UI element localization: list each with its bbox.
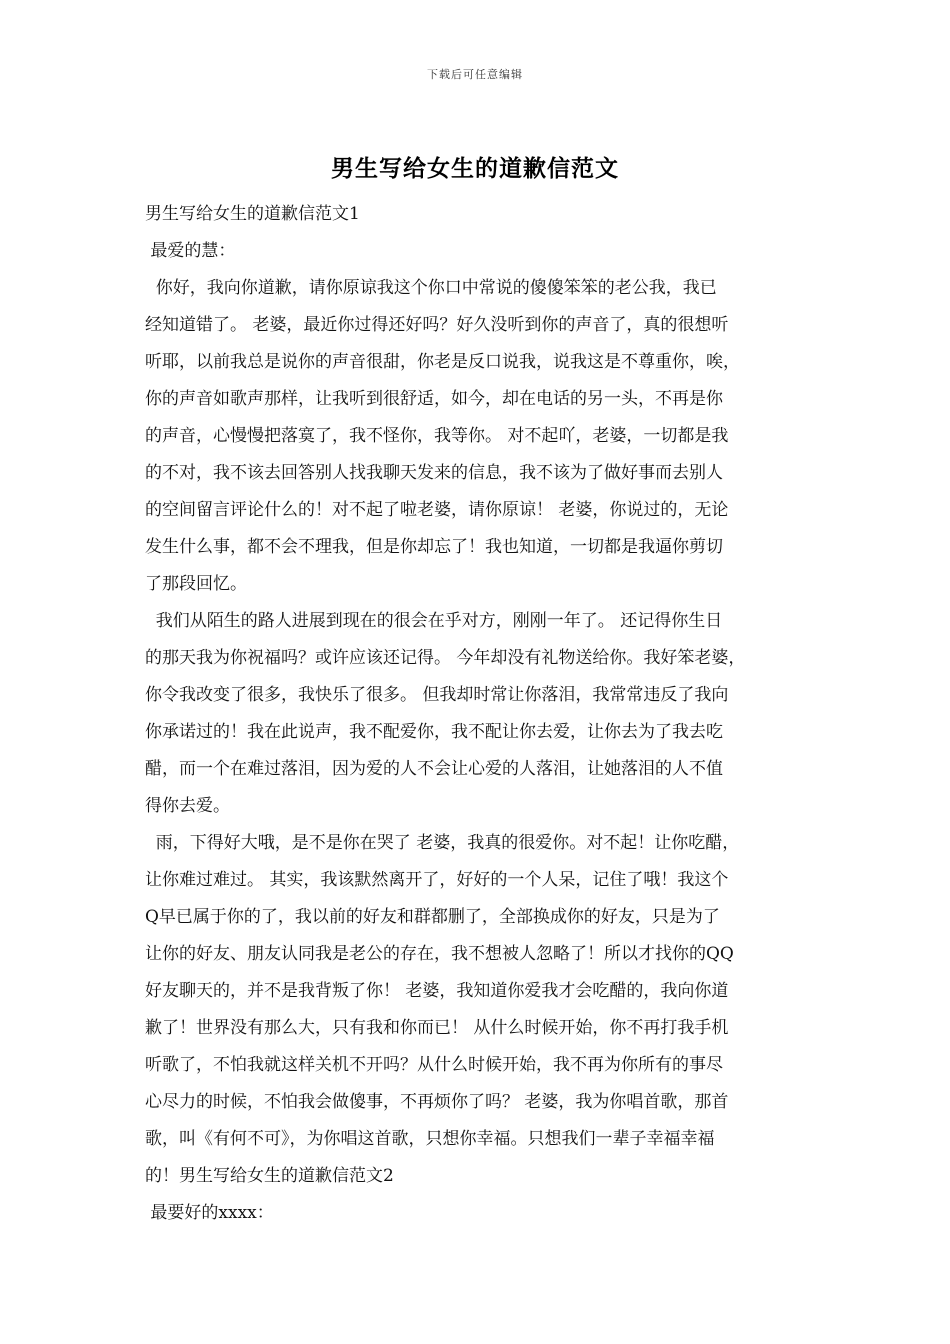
body-line: 的！男生写给女生的道歉信范文2 [145,1166,394,1186]
body-line: Q早已属于你的了，我以前的好友和群都删了，全部换成你的好友，只是为了 [145,907,720,927]
body-line: 听耶，以前我总是说你的声音很甜，你老是反口说我，说我这是不尊重你，唉， [145,352,740,372]
document-title: 男生写给女生的道歉信范文 [331,155,619,182]
body-line: 你令我改变了很多，我快乐了很多。 但我却时常让你落泪，我常常违反了我向 [145,685,729,705]
body-line: 歌，叫《有何不可》，为你唱这首歌，只想你幸福。只想我们一辈子幸福幸福 [145,1129,715,1149]
body-line: 最要好的xxxx： [145,1203,274,1223]
body-line: 男生写给女生的道歉信范文1 [145,204,360,224]
body-line: 了那段回忆。 [145,574,247,594]
body-line: 我们从陌生的路人进展到现在的很会在乎对方，刚刚一年了。 还记得你生日 [145,611,723,631]
body-line: 的不对，我不该去回答别人找我聊天发来的信息，我不该为了做好事而去别人 [145,463,723,483]
document-body [145,196,810,1232]
body-line: 最爱的慧： [145,241,236,261]
body-line: 心尽力的时候，不怕我会做傻事，不再烦你了吗？ 老婆，我为你唱首歌，那首 [145,1092,729,1112]
body-line: 经知道错了。 老婆，最近你过得还好吗？好久没听到你的声音了，真的很想听 [145,315,729,335]
body-line: 的空间留言评论什么的！对不起了啦老婆，请你原谅！ 老婆，你说过的，无论 [145,500,729,520]
body-line: 发生什么事，都不会不理我，但是你却忘了！我也知道，一切都是我逼你剪切 [145,537,723,557]
body-line: 得你去爱。 [145,796,230,816]
body-line: 雨，下得好大哦，是不是你在哭了 老婆，我真的很爱你。对不起！让你吃醋， [145,833,740,853]
body-line: 好友聊天的，并不是我背叛了你！ 老婆，我知道你爱我才会吃醋的，我向你道 [145,981,729,1001]
body-line: 的那天我为你祝福吗？或许应该还记得。 今年却没有礼物送给你。我好笨老婆， [145,648,746,668]
body-line: 让你难过难过。 其实，我该默然离开了，好好的一个人呆，记住了哦！我这个 [145,870,729,890]
body-line: 歉了！世界没有那么大，只有我和你而已！ 从什么时候开始，你不再打我手机 [145,1018,729,1038]
body-line: 你的声音如歌声那样，让我听到很舒适，如今，却在电话的另一头，不再是你 [145,389,723,409]
body-line: 你好，我向你道歉，请你原谅我这个你口中常说的傻傻笨笨的老公我，我已 [145,278,717,298]
body-line: 让你的好友、朋友认同我是老公的存在，我不想被人忽略了！所以才找你的QQ [145,944,734,964]
body-line: 你承诺过的！我在此说声，我不配爱你，我不配让你去爱，让你去为了我去吃 [145,722,723,742]
body-line: 的声音，心慢慢把落寞了，我不怪你，我等你。 对不起吖，老婆，一切都是我 [145,426,729,446]
header-note: 下载后可任意编辑 [427,68,523,81]
body-line: 听歌了，不怕我就这样关机不开吗？从什么时候开始，我不再为你所有的事尽 [145,1055,723,1075]
body-line: 醋，而一个在难过落泪，因为爱的人不会让心爱的人落泪，让她落泪的人不值 [145,759,723,779]
